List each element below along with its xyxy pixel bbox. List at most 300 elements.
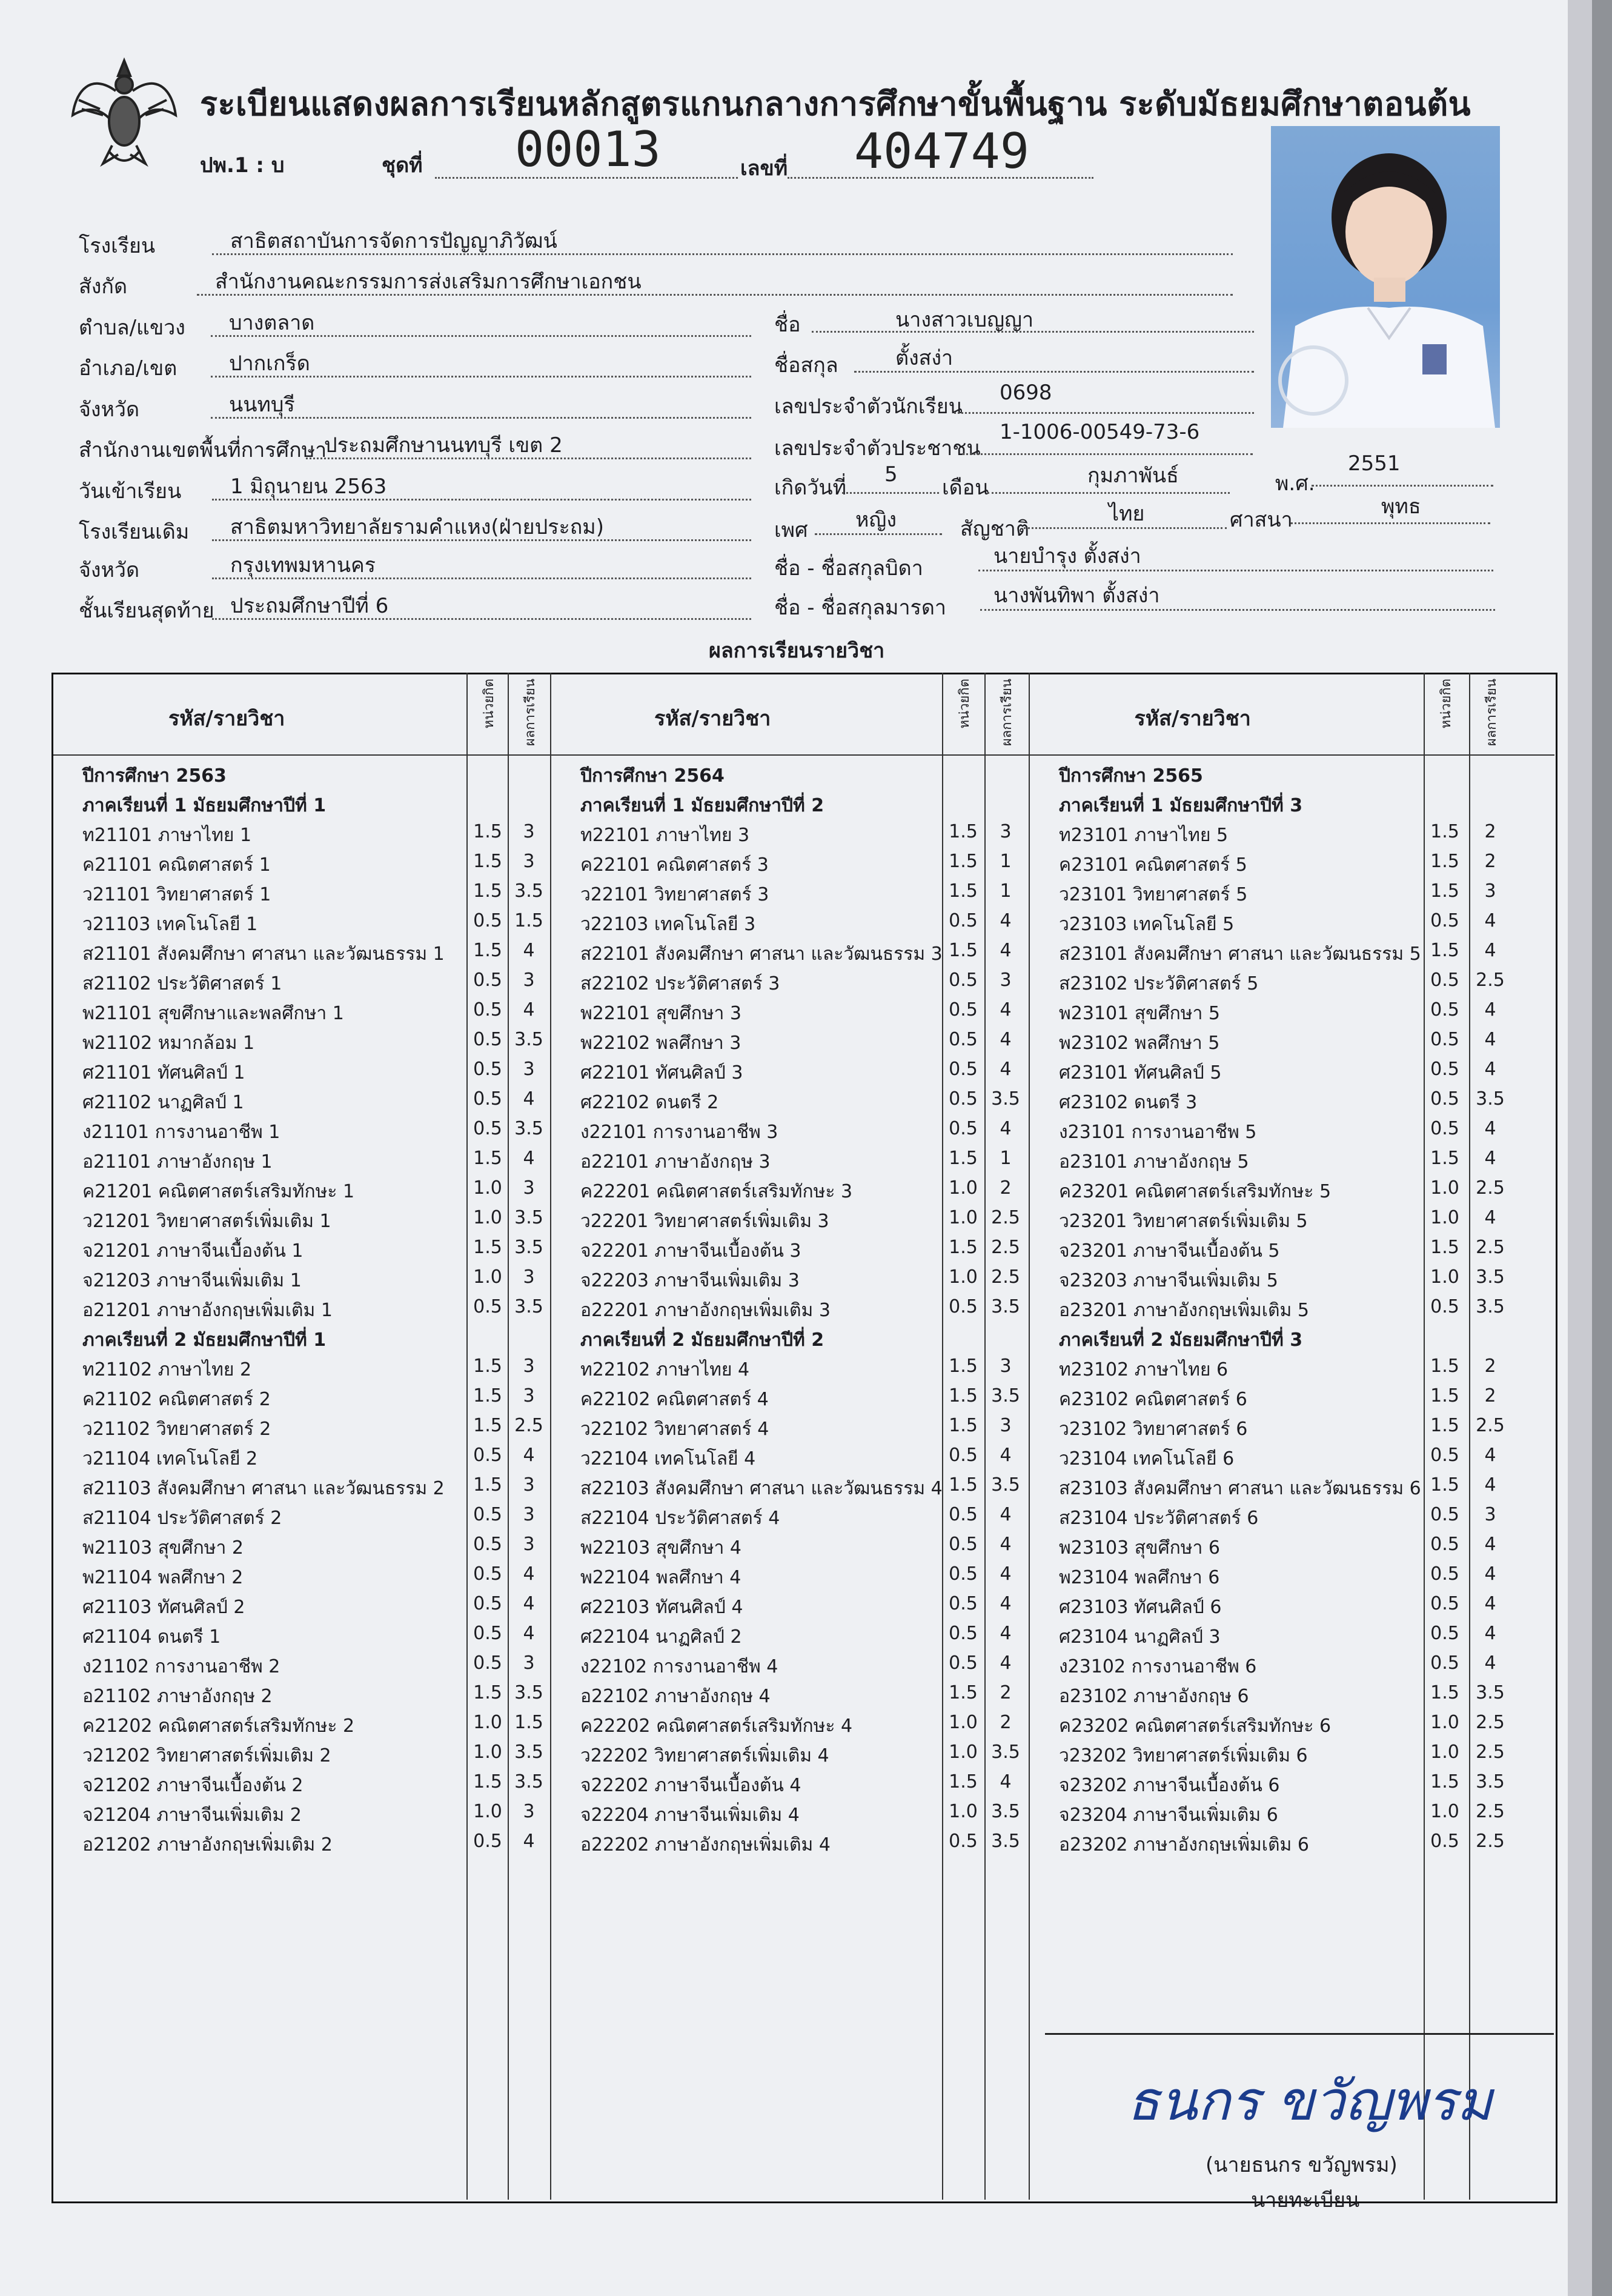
- citizen-id-label: เลขประจำตัวประชาชน: [774, 436, 981, 461]
- religion-label: ศาสนา: [1230, 508, 1293, 532]
- table-row: [82, 1415, 548, 1445]
- credit-value: 0.5: [473, 1593, 502, 1614]
- credit-value: 0.5: [949, 1296, 978, 1317]
- birth-day-label: เกิดวันที่: [774, 476, 847, 500]
- credit-value: 1.5: [949, 1356, 978, 1377]
- column-header-grade: ผลการเรียน: [523, 679, 538, 747]
- table-row: [82, 1623, 548, 1652]
- table-row: [82, 1029, 548, 1059]
- table-row: [580, 1415, 1027, 1445]
- credit-value: 1.0: [473, 1801, 502, 1822]
- subject-name: ศ22101 ทัศนศิลป์ 3: [580, 1062, 743, 1083]
- grade-value: 4: [1484, 1563, 1496, 1585]
- credit-value: 1.5: [949, 1148, 978, 1169]
- table-row: [82, 1059, 548, 1088]
- credit-value: 1.5: [1430, 851, 1459, 872]
- table-row: [580, 940, 1027, 970]
- table-row: [82, 999, 548, 1029]
- grade-value: 2.5: [514, 1415, 543, 1436]
- subject-name: อ21202 ภาษาอังกฤษเพิ่มเติม 2: [82, 1834, 333, 1855]
- table-row: [1059, 1356, 1511, 1385]
- subject-name: ว23103 เทคโนโลยี 5: [1059, 914, 1235, 935]
- table-row: [580, 1563, 1027, 1593]
- subject-name: อ22102 ภาษาอังกฤษ 4: [580, 1686, 771, 1707]
- subject-name: พ22104 พลศึกษา 4: [580, 1567, 741, 1588]
- credit-value: 0.5: [473, 999, 502, 1020]
- grade-value: 3.5: [514, 880, 543, 902]
- credit-value: 1.5: [949, 1415, 978, 1436]
- semester-heading-text: ปีการศึกษา 2563: [82, 765, 227, 787]
- subject-name: ศ21103 ทัศนศิลป์ 2: [82, 1597, 245, 1618]
- grade-value: 3.5: [1476, 1682, 1505, 1703]
- page-title: ระเบียนแสดงผลการเรียนหลักสูตรแกนกลางการศึกษาขั้นพื้นฐาน ระดับมัธยมศึกษาตอนต้น: [200, 85, 1471, 123]
- grade-value: 2.5: [1476, 1801, 1505, 1822]
- credit-value: 0.5: [949, 970, 978, 991]
- table-row: [82, 1148, 548, 1177]
- credit-value: 1.0: [473, 1177, 502, 1199]
- table-row: [82, 1207, 548, 1237]
- column-header-grade: ผลการเรียน: [1000, 679, 1015, 747]
- grade-value: 4: [1000, 1534, 1012, 1555]
- table-row: [580, 1059, 1027, 1088]
- sex: หญิง: [855, 508, 897, 532]
- credit-value: 0.5: [1430, 970, 1459, 991]
- grade-value: 4: [523, 940, 535, 961]
- grade-value: 2.5: [991, 1237, 1020, 1258]
- subject-name: จ22204 ภาษาจีนเพิ่มเติม 4: [580, 1805, 800, 1826]
- credit-value: 1.0: [949, 1801, 978, 1822]
- grade-value: 2.5: [1476, 1237, 1505, 1258]
- credit-value: 0.5: [1430, 1623, 1459, 1644]
- subject-name: จ22203 ภาษาจีนเพิ่มเติม 3: [580, 1270, 800, 1291]
- credit-value: 1.5: [1430, 1148, 1459, 1169]
- subject-name: ศ23101 ทัศนศิลป์ 5: [1059, 1062, 1222, 1083]
- info-value: สำนักงานคณะกรรมการส่งเสริมการศึกษาเอกชน: [215, 270, 642, 294]
- surname-label: ชื่อสกุล: [774, 353, 838, 378]
- table-row: [82, 1593, 548, 1623]
- subject-name: ว22103 เทคโนโลยี 3: [580, 914, 756, 935]
- table-row: [1059, 880, 1511, 910]
- credit-value: 1.0: [1430, 1177, 1459, 1199]
- subject-name: ค23102 คณิตศาสตร์ 6: [1059, 1389, 1247, 1410]
- student-id: 0698: [1000, 381, 1052, 405]
- grade-value: 3.5: [514, 1029, 543, 1050]
- grade-value: 4: [1484, 1445, 1496, 1466]
- info-label: โรงเรียนเดิม: [79, 520, 190, 544]
- credit-value: 1.5: [473, 880, 502, 902]
- table-row: [580, 880, 1027, 910]
- subject-name: อ23201 ภาษาอังกฤษเพิ่มเติม 5: [1059, 1300, 1309, 1321]
- grade-value: 3.5: [991, 1831, 1020, 1852]
- grade-value: 3.5: [991, 1801, 1020, 1822]
- credit-value: 1.5: [949, 1474, 978, 1496]
- citizen-id: 1-1006-00549-73-6: [1000, 420, 1200, 444]
- table-row: [580, 1593, 1027, 1623]
- subject-name: ศ22104 นาฏศิลป์ 2: [580, 1626, 742, 1648]
- table-row: [1059, 1266, 1511, 1296]
- table-row: [82, 1356, 548, 1385]
- birth-month-label: เดือน: [942, 476, 989, 500]
- table-row: [1059, 1415, 1511, 1445]
- grade-value: 2.5: [991, 1266, 1020, 1288]
- subject-name: ว23101 วิทยาศาสตร์ 5: [1059, 884, 1248, 905]
- table-row: [580, 999, 1027, 1029]
- info-label: วันเข้าเรียน: [79, 479, 182, 504]
- subject-name: ว23102 วิทยาศาสตร์ 6: [1059, 1419, 1248, 1440]
- subject-name: ท21102 ภาษาไทย 2: [82, 1359, 252, 1380]
- subject-name: ส23102 ประวัติศาสตร์ 5: [1059, 973, 1259, 994]
- info-value: 1 มิถุนายน 2563: [230, 474, 387, 499]
- credit-value: 1.5: [1430, 880, 1459, 902]
- subject-name: พ21101 สุขศึกษาและพลศึกษา 1: [82, 1003, 344, 1024]
- info-label: สำนักงานเขตพื้นที่การศึกษา: [79, 438, 327, 462]
- grade-value: 4: [1484, 1118, 1496, 1139]
- credit-value: 0.5: [473, 1623, 502, 1644]
- subject-name: ค22102 คณิตศาสตร์ 4: [580, 1389, 769, 1410]
- grade-value: 4: [1000, 999, 1012, 1020]
- grade-value: 3.5: [514, 1237, 543, 1258]
- credit-value: 1.0: [473, 1712, 502, 1733]
- grade-value: 4: [1000, 1118, 1012, 1139]
- credit-value: 0.5: [1430, 1118, 1459, 1139]
- subject-name: ส23101 สังคมศึกษา ศาสนา และวัฒนธรรม 5: [1059, 943, 1421, 965]
- table-row: [82, 1474, 548, 1504]
- subject-name: ว21103 เทคโนโลยี 1: [82, 914, 258, 935]
- credit-value: 1.5: [473, 1474, 502, 1496]
- subject-name: พ23101 สุขศึกษา 5: [1059, 1003, 1221, 1024]
- subject-name: ส22104 ประวัติศาสตร์ 4: [580, 1508, 780, 1529]
- credit-value: 1.5: [473, 1682, 502, 1703]
- credit-value: 0.5: [949, 999, 978, 1020]
- info-value: สาธิตมหาวิทยาลัยรามคำแหง(ฝ่ายประถม): [230, 515, 604, 539]
- subject-name: ท21101 ภาษาไทย 1: [82, 825, 252, 846]
- credit-value: 0.5: [949, 1029, 978, 1050]
- table-row: [1059, 1712, 1511, 1742]
- grade-value: 1.5: [514, 910, 543, 931]
- subject-name: อ23101 ภาษาอังกฤษ 5: [1059, 1151, 1249, 1173]
- grade-value: 4: [1000, 1029, 1012, 1050]
- credit-value: 0.5: [1430, 1504, 1459, 1525]
- grade-value: 3.5: [1476, 1088, 1505, 1110]
- table-row: [1059, 1148, 1511, 1177]
- credit-value: 1.0: [1430, 1712, 1459, 1733]
- grade-value: 3: [523, 1385, 535, 1406]
- subject-name: อ21201 ภาษาอังกฤษเพิ่มเติม 1: [82, 1300, 333, 1321]
- credit-value: 1.0: [949, 1742, 978, 1763]
- grade-value: 2: [1000, 1682, 1012, 1703]
- grade-value: 3: [1000, 1415, 1012, 1436]
- student-name: นางสาวเบญญา: [895, 308, 1034, 332]
- table-row: [1059, 1831, 1511, 1860]
- grade-value: 4: [1484, 1148, 1496, 1169]
- credit-value: 1.5: [949, 1771, 978, 1792]
- subject-name: ค21202 คณิตศาสตร์เสริมทักษะ 2: [82, 1715, 355, 1737]
- doc-number: 404749: [854, 123, 1029, 179]
- grade-value: 4: [523, 1563, 535, 1585]
- grade-value: 2: [1000, 1177, 1012, 1199]
- credit-value: 0.5: [949, 1534, 978, 1555]
- credit-value: 1.5: [473, 821, 502, 842]
- credit-value: 0.5: [949, 1593, 978, 1614]
- table-row: [1059, 970, 1511, 999]
- column-header-credit: หน่วยกิต: [957, 679, 972, 729]
- religion: พุทธ: [1381, 494, 1421, 519]
- subject-name: ส23103 สังคมศึกษา ศาสนา และวัฒนธรรม 6: [1059, 1478, 1421, 1499]
- subject-name: ค22202 คณิตศาสตร์เสริมทักษะ 4: [580, 1715, 853, 1737]
- subject-name: จ22202 ภาษาจีนเบื้องต้น 4: [580, 1775, 801, 1796]
- table-row: [580, 1296, 1027, 1326]
- credit-value: 1.5: [473, 1415, 502, 1436]
- page-edge: [1568, 0, 1592, 2296]
- subject-name: ค21102 คณิตศาสตร์ 2: [82, 1389, 271, 1410]
- info-label: จังหวัด: [79, 398, 140, 422]
- grade-value: 2.5: [1476, 1831, 1505, 1852]
- sex-label: เพศ: [774, 518, 808, 542]
- table-row: [82, 1563, 548, 1593]
- info-label: โรงเรียน: [79, 234, 156, 258]
- semester-heading-text: ภาคเรียนที่ 1 มัธยมศึกษาปีที่ 2: [580, 795, 824, 816]
- subject-name: จ21202 ภาษาจีนเบื้องต้น 2: [82, 1775, 303, 1796]
- subject-name: พ21104 พลศึกษา 2: [82, 1567, 244, 1588]
- table-row: [82, 970, 548, 999]
- subject-name: ส22101 สังคมศึกษา ศาสนา และวัฒนธรรม 3: [580, 943, 943, 965]
- table-row: [580, 851, 1027, 880]
- table-row: [580, 970, 1027, 999]
- table-row: [1059, 1742, 1511, 1771]
- table-row: [82, 1801, 548, 1831]
- subject-name: อ23202 ภาษาอังกฤษเพิ่มเติม 6: [1059, 1834, 1309, 1855]
- grade-value: 4: [1000, 1563, 1012, 1585]
- info-label: สังกัด: [79, 275, 128, 299]
- column-header-grade: ผลการเรียน: [1484, 679, 1499, 747]
- grade-value: 4: [1000, 940, 1012, 961]
- table-row: [82, 1385, 548, 1415]
- grade-value: 4: [523, 999, 535, 1020]
- table-row: [82, 1266, 548, 1296]
- table-row: [1059, 851, 1511, 880]
- table-row: [1059, 1593, 1511, 1623]
- subject-name: ว21101 วิทยาศาสตร์ 1: [82, 884, 271, 905]
- subject-name: ง23101 การงานอาชีพ 5: [1059, 1122, 1257, 1143]
- table-row: [580, 1445, 1027, 1474]
- table-row: [580, 821, 1027, 851]
- grade-value: 4: [1484, 1029, 1496, 1050]
- subject-name: ส23104 ประวัติศาสตร์ 6: [1059, 1508, 1259, 1529]
- credit-value: 1.0: [949, 1207, 978, 1228]
- credit-value: 0.5: [473, 1118, 502, 1139]
- credit-value: 1.0: [1430, 1266, 1459, 1288]
- table-row: [580, 1029, 1027, 1059]
- credit-value: 0.5: [1430, 1534, 1459, 1555]
- credit-value: 0.5: [949, 1504, 978, 1525]
- semester-heading-text: ภาคเรียนที่ 2 มัธยมศึกษาปีที่ 3: [1059, 1329, 1303, 1351]
- credit-value: 0.5: [1430, 1296, 1459, 1317]
- subject-name: ว21102 วิทยาศาสตร์ 2: [82, 1419, 271, 1440]
- credit-value: 0.5: [949, 1445, 978, 1466]
- registrar-signature: ธนกร ขวัญพรม: [1127, 2069, 1493, 2133]
- credit-value: 0.5: [949, 910, 978, 931]
- credit-value: 0.5: [473, 1029, 502, 1050]
- birth-year-label: พ.ศ.: [1275, 471, 1315, 496]
- credit-value: 1.5: [473, 1771, 502, 1792]
- table-row: [580, 1831, 1027, 1860]
- subject-name: อ23102 ภาษาอังกฤษ 6: [1059, 1686, 1249, 1707]
- grade-value: 4: [1484, 940, 1496, 961]
- column-header-subject: รหัส/รายวิชา: [1134, 707, 1251, 731]
- info-value: บางตลาด: [229, 311, 315, 335]
- table-row: [1059, 1118, 1511, 1148]
- credit-value: 0.5: [949, 1118, 978, 1139]
- credit-value: 0.5: [949, 1652, 978, 1674]
- grade-value: 1.5: [514, 1712, 543, 1733]
- credit-value: 1.5: [1430, 1771, 1459, 1792]
- table-row: [580, 1652, 1027, 1682]
- subject-name: ค23202 คณิตศาสตร์เสริมทักษะ 6: [1059, 1715, 1332, 1737]
- credit-value: 1.5: [473, 940, 502, 961]
- subject-name: จ23201 ภาษาจีนเบื้องต้น 5: [1059, 1240, 1280, 1262]
- grade-value: 3: [1000, 970, 1012, 991]
- birth-year: 2551: [1348, 451, 1401, 476]
- info-label: ตำบล/แขวง: [79, 316, 185, 340]
- grade-value: 3: [1484, 1504, 1496, 1525]
- grade-value: 3: [523, 1801, 535, 1822]
- table-row: [580, 1356, 1027, 1385]
- semester-heading-text: ปีการศึกษา 2565: [1059, 765, 1203, 787]
- subject-name: จ22201 ภาษาจีนเบื้องต้น 3: [580, 1240, 801, 1262]
- table-row: [82, 1237, 548, 1266]
- grade-value: 4: [1000, 1059, 1012, 1080]
- table-row: [1059, 1801, 1511, 1831]
- grade-value: 3: [1000, 1356, 1012, 1377]
- table-row: [580, 1801, 1027, 1831]
- subject-name: ศ22103 ทัศนศิลป์ 4: [580, 1597, 743, 1618]
- subject-name: ว21104 เทคโนโลยี 2: [82, 1448, 258, 1469]
- info-value: ปากเกร็ด: [229, 351, 310, 376]
- subject-name: ว22101 วิทยาศาสตร์ 3: [580, 884, 769, 905]
- credit-value: 0.5: [473, 1059, 502, 1080]
- subject-name: อ21102 ภาษาอังกฤษ 2: [82, 1686, 273, 1707]
- subject-name: ค22201 คณิตศาสตร์เสริมทักษะ 3: [580, 1181, 853, 1202]
- table-row: [82, 1504, 548, 1534]
- table-row: [1059, 1771, 1511, 1801]
- grade-value: 3.5: [991, 1474, 1020, 1496]
- table-row: [1059, 999, 1511, 1029]
- birth-month: กุมภาพันธ์: [1087, 464, 1179, 488]
- credit-value: 0.5: [1430, 1059, 1459, 1080]
- column-header-subject: รหัส/รายวิชา: [654, 707, 771, 731]
- table-row: [1059, 1445, 1511, 1474]
- subject-name: ง21102 การงานอาชีพ 2: [82, 1656, 280, 1677]
- doc-no-label: เลขที่: [740, 156, 788, 181]
- table-row: [1059, 1682, 1511, 1712]
- subject-name: จ21201 ภาษาจีนเบื้องต้น 1: [82, 1240, 303, 1262]
- subject-name: จ23204 ภาษาจีนเพิ่มเติม 6: [1059, 1805, 1278, 1826]
- grade-value: 4: [1484, 1652, 1496, 1674]
- credit-value: 1.0: [949, 1712, 978, 1733]
- grade-value: 4: [1484, 910, 1496, 931]
- subject-name: ค21201 คณิตศาสตร์เสริมทักษะ 1: [82, 1181, 355, 1202]
- table-row: [82, 940, 548, 970]
- credit-value: 1.5: [1430, 821, 1459, 842]
- credit-value: 1.5: [1430, 1237, 1459, 1258]
- subject-name: ว22201 วิทยาศาสตร์เพิ่มเติม 3: [580, 1211, 829, 1232]
- info-label: ชั้นเรียนสุดท้าย: [79, 599, 214, 623]
- credit-value: 1.5: [1430, 1385, 1459, 1406]
- subject-name: ส21103 สังคมศึกษา ศาสนา และวัฒนธรรม 2: [82, 1478, 445, 1499]
- credit-value: 1.0: [1430, 1801, 1459, 1822]
- column-header-subject: รหัส/รายวิชา: [168, 707, 285, 731]
- grade-value: 4: [1000, 910, 1012, 931]
- subject-name: ง21101 การงานอาชีพ 1: [82, 1122, 280, 1143]
- credit-value: 1.0: [473, 1266, 502, 1288]
- credit-value: 1.0: [473, 1742, 502, 1763]
- table-row: [82, 1296, 548, 1326]
- credit-value: 1.5: [473, 1356, 502, 1377]
- grade-value: 3: [523, 970, 535, 991]
- table-row: [82, 1118, 548, 1148]
- credit-value: 0.5: [473, 1652, 502, 1674]
- credit-value: 0.5: [1430, 1563, 1459, 1585]
- credit-value: 1.5: [949, 821, 978, 842]
- grade-value: 4: [523, 1831, 535, 1852]
- grade-value: 1: [1000, 1148, 1012, 1169]
- table-row: [580, 1177, 1027, 1207]
- table-row: [1059, 821, 1511, 851]
- subject-name: ว21202 วิทยาศาสตร์เพิ่มเติม 2: [82, 1745, 331, 1766]
- subject-name: ว23202 วิทยาศาสตร์เพิ่มเติม 6: [1059, 1745, 1308, 1766]
- subject-name: ค23101 คณิตศาสตร์ 5: [1059, 854, 1247, 876]
- column-header-credit: หน่วยกิต: [1439, 679, 1454, 729]
- subject-name: ว23201 วิทยาศาสตร์เพิ่มเติม 5: [1059, 1211, 1308, 1232]
- credit-value: 0.5: [473, 1088, 502, 1110]
- subject-name: ส21104 ประวัติศาสตร์ 2: [82, 1508, 282, 1529]
- grade-value: 3.5: [991, 1088, 1020, 1110]
- credit-value: 0.5: [949, 1831, 978, 1852]
- grade-value: 2.5: [1476, 970, 1505, 991]
- table-row: [82, 1445, 548, 1474]
- info-value: ประถมศึกษาปีที่ 6: [230, 594, 389, 618]
- subject-name: ง23102 การงานอาชีพ 6: [1059, 1656, 1257, 1677]
- table-row: [82, 1771, 548, 1801]
- nationality-label: สัญชาติ: [960, 517, 1029, 541]
- info-value: สาธิตสถาบันการจัดการปัญญาภิวัฒน์: [230, 229, 557, 253]
- grade-value: 3: [523, 1177, 535, 1199]
- table-row: [580, 1266, 1027, 1296]
- table-row: [1059, 1296, 1511, 1326]
- subject-name: ท22101 ภาษาไทย 3: [580, 825, 750, 846]
- grade-value: 4: [523, 1623, 535, 1644]
- credit-value: 1.5: [1430, 940, 1459, 961]
- table-row: [580, 1385, 1027, 1415]
- grade-value: 1: [1000, 880, 1012, 902]
- credit-value: 0.5: [473, 1831, 502, 1852]
- table-row: [1059, 1534, 1511, 1563]
- credit-value: 0.5: [473, 1504, 502, 1525]
- subject-name: ท22102 ภาษาไทย 4: [580, 1359, 750, 1380]
- table-row: [1059, 1385, 1511, 1415]
- info-value: กรุงเทพมหานคร: [230, 553, 376, 577]
- table-row: [82, 1088, 548, 1118]
- subject-name: ท23101 ภาษาไทย 5: [1059, 825, 1229, 846]
- grade-value: 2.5: [1476, 1742, 1505, 1763]
- subject-name: ศ22102 ดนตรี 2: [580, 1092, 719, 1113]
- table-row: [580, 1682, 1027, 1712]
- father-name: นายบำรุง ตั้งสง่า: [993, 544, 1141, 568]
- table-row: [580, 1148, 1027, 1177]
- credit-value: 1.5: [473, 1385, 502, 1406]
- table-row: [1059, 1177, 1511, 1207]
- subject-name: ศ23103 ทัศนศิลป์ 6: [1059, 1597, 1222, 1618]
